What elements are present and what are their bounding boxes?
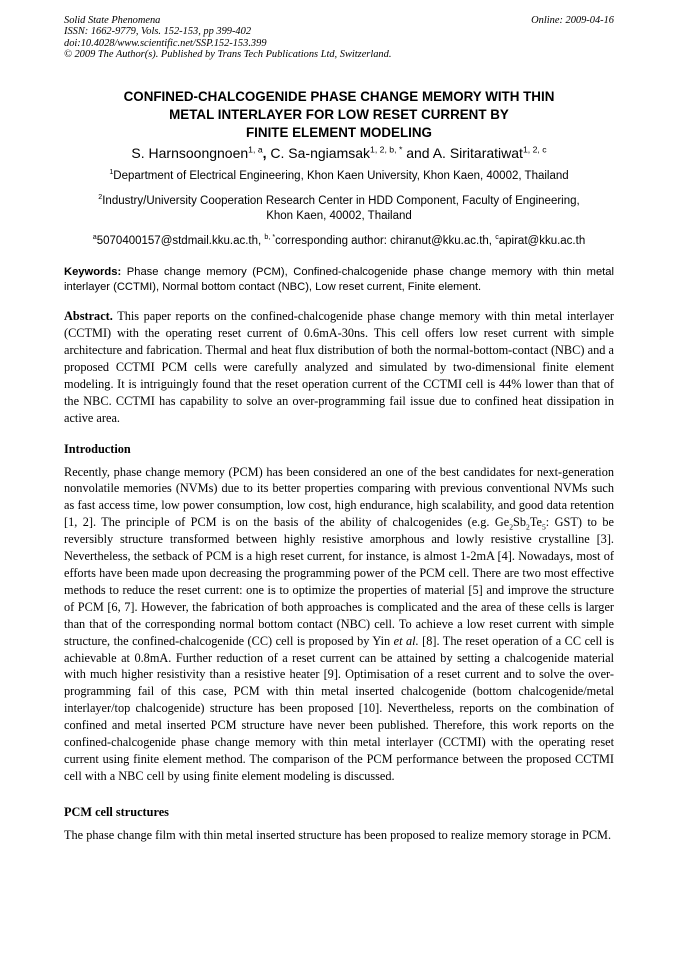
formula-ge: Ge [494,515,510,530]
intro-text-3: [8]. The reset operation of a CC cell is achievable at 0.8mA. Further reduction of a reset current can be attained by setting a chalcogenide material with much higher resistivity than a resistive heater [9]. Optimisation of a reset current and to solve the over-programming fail of this case, PCM with thin metal inserted chalcogenide (bottom chalcogenide/metal interlayer/top chalcogenide) structure has been proposed [10]. Nevertheless, reports on the combination of confined and metal inserted PCM structure have never been published. Therefore, this work reports on the confined-chalcogenide phase change memory with thin metal interlayer (CCTMI) with the operating reset current using finite element method. The comparison of the PCM performance between the proposed CCTMI cell with a NBC cell by using finite element modeling is discussed. [64,633,614,783]
formula-ge-subscript: 2 [509,522,514,532]
author-conjunction: and [402,145,433,162]
author-3-name: A. Siritaratiwat [432,145,523,162]
title-line-1: CONFINED-CHALCOGENIDE PHASE CHANGE MEMORY WITH THIN [123,89,555,105]
keywords-label: Keywords: [64,266,122,279]
intro-text-1: Recently, phase change memory (PCM) has been considered an one of the best candidates for next-generation nonvolatile memories (NVMs) due to its better properties comparing with previous conventional NVMs such as fast access time, low power consumption, low cost, high endurance, high scalability, and good data retention [1, 2]. The principle of PCM is on the basis of the ability of chalcogenides (e.g. [64,464,614,530]
author-1-affiliation-mark: 1, a [248,144,263,155]
paper-title [64,88,614,142]
author-list [64,143,614,163]
abstract [64,308,614,426]
formula-sb: Sb [513,515,527,530]
introduction-heading: Introduction [64,441,131,456]
introduction-paragraph [64,464,614,785]
affiliation-2 [64,194,614,224]
author-1-name: S. Harnsoongnoen [131,145,249,162]
affiliation-2-mark: 2 [98,193,103,202]
copyright-line: © 2009 The Author(s). Published by Trans Tech Publications Ltd, Switzerland. [64,48,392,60]
pcm-structures-heading: PCM cell structures [64,804,169,819]
affiliation-1 [64,169,614,184]
author-separator: , [262,145,267,162]
journal-header [64,15,614,60]
author-2-affiliation-mark: 1, 2, b, * [370,144,403,155]
abstract-label: Abstract. [64,309,113,324]
affiliation-1-mark: 1 [109,168,114,177]
email-b: corresponding author: chiranut@kku.ac.th, [275,235,496,248]
keywords-text: Phase change memory (PCM), Confined-chalcogenide phase change memory with thin metal interlayer (CCTMI), Normal bottom contact (NBC), Low reset current, Finite element. [64,266,614,294]
formula-te-subscript: 5 [541,522,546,532]
email-a: 5070400157@stdmail.kku.ac.th, [96,235,265,248]
author-2-name: C. Sa-ngiamsak [266,145,371,162]
email-c-mark: c [495,233,499,242]
abstract-text: This paper reports on the confined-chalcogenide phase change memory with thin metal interlayer (CCTMI) with the operating reset current of 0.6mA-30ns. This cell offers low reset current with simple architecture and fabrication. Thermal and heat flux distribution of both the normal-bottom-contact (NBC) and a proposed CCTMI PCM cells were carefully analyzed and simulated by two-dimensional finite element modeling. It is intriguingly found that the reset operation current of the CCTMI cell is 44% lower than that of the NBC. CCTMI has capability to solve an over-programming fail issue due to confined heat dissipation in active area. [64,309,614,425]
affiliation-1-text: Department of Electrical Engineering, Khon Kaen University, Khon Kaen, 40002, Thailand [113,170,569,183]
doi-line: doi:10.4028/www.scientific.net/SSP.152-153.399 [64,37,267,49]
email-c: apirat@kku.ac.th [498,235,586,248]
email-a-mark: a [92,233,97,242]
issn-line: ISSN: 1662-9779, Vols. 152-153, pp 399-402 [64,26,252,38]
online-date: Online: 2009-04-16 [531,15,614,26]
formula-sb-subscript: 2 [526,522,530,532]
formula-te: Te [529,515,542,530]
author-emails [64,234,614,249]
affiliation-2-line-2: Khon Kaen, 40002, Thailand [266,210,412,223]
pcm-structures-paragraph: The phase change film with thin metal inserted structure has been proposed to realize memory storage in PCM. [64,827,612,842]
title-line-2: METAL INTERLAYER FOR LOW RESET CURRENT BY [169,107,509,123]
journal-name: Solid State Phenomena [64,15,161,26]
intro-et-al: et al. [393,633,419,648]
email-b-mark: b, * [264,233,276,242]
title-line-3: FINITE ELEMENT MODELING [246,125,432,141]
intro-text-2: : GST) to be reversibly structure transformed between highly resistive amorphous and lowly resistive crystalline [3]. Nevertheless, the setback of PCM is a high reset current, for instance, is almost 1-2mA [4]. Nowadays, most of efforts have been made upon decreasing the programming power of the PCM cell. There are two most effective methods to reduce the reset current: one is to optimize the properties of material [5] and improve the structure of PCM [6, 7]. However, the fabrication of both approaches is complicated and the area of these cells is larger than that of the corresponding normal bottom contact (NBC) cell. To achieve a low reset current with simple structure, the confined-chalcogenide (CC) cell is proposed by Yin [64,515,614,648]
keywords [64,265,614,295]
affiliation-2-line-1: Industry/University Cooperation Research Center in HDD Component, Faculty of Engineering, [102,195,580,208]
author-3-affiliation-mark: 1, 2, c [522,144,547,155]
